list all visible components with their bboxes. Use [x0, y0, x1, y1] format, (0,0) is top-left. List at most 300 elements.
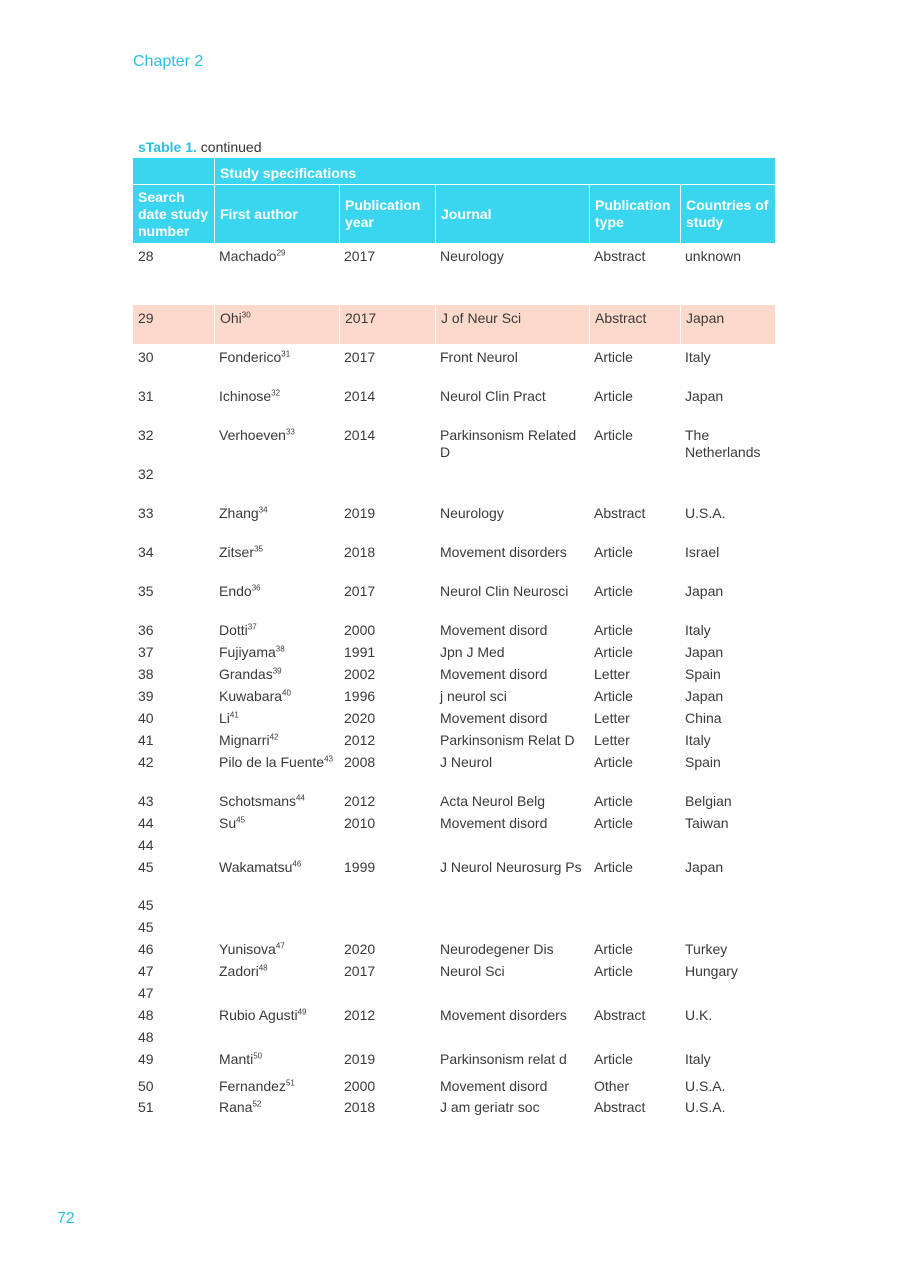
reference-superscript: 43: [324, 754, 333, 764]
cell-publication-type: [589, 461, 680, 500]
cell-country: [680, 578, 775, 617]
cell-first-author: [214, 1046, 339, 1073]
cell-journal-text: J of Neur Sci: [441, 310, 522, 326]
cell-country: [680, 936, 775, 958]
cell-first-author-text: Rana: [219, 1099, 253, 1115]
cell-country-text: Taiwan: [685, 815, 729, 831]
cell-journal-text: Parkinsonism Relat D: [440, 732, 575, 748]
cell-journal: [435, 749, 589, 788]
cell-country: [680, 661, 775, 683]
cell-country-text: Spain: [685, 754, 721, 770]
cell-search-number-text: 48: [138, 1029, 154, 1045]
cell-country-text: Japan: [685, 859, 724, 875]
cell-search-number: [133, 1094, 214, 1116]
cell-journal: [435, 892, 589, 914]
cell-publication-type-text: Article: [594, 815, 633, 831]
cell-search-number: [133, 1002, 214, 1024]
cell-publication-year-text: 2019: [344, 505, 376, 521]
cell-journal-text: Movement disord: [440, 1078, 548, 1094]
cell-publication-type-text: Article: [594, 688, 633, 704]
cell-publication-type-text: Article: [594, 793, 633, 809]
reference-superscript: 39: [272, 666, 282, 676]
cell-country: [680, 305, 775, 344]
cell-first-author: [214, 810, 339, 832]
cell-publication-type: [589, 1073, 680, 1094]
cell-publication-year-text: 2018: [344, 544, 376, 560]
cell-journal-text: Neurology: [440, 248, 504, 264]
cell-search-number: [133, 661, 214, 683]
cell-publication-type: [589, 958, 680, 980]
cell-publication-type: [589, 1002, 680, 1024]
cell-country-text: Japan: [685, 388, 724, 404]
cell-country: [680, 1046, 775, 1073]
reference-superscript: 33: [285, 427, 295, 437]
page-number: 72: [57, 1210, 75, 1227]
cell-publication-year: [339, 617, 435, 639]
cell-publication-year-text: 2008: [344, 754, 376, 770]
cell-journal: [435, 705, 589, 727]
cell-first-author: [214, 936, 339, 958]
cell-country-text: Hungary: [685, 963, 738, 979]
cell-first-author: [214, 243, 339, 305]
table-row-highlighted: [133, 305, 775, 344]
cell-search-number-text: 45: [138, 919, 154, 935]
cell-publication-type: [589, 936, 680, 958]
table-row: [133, 422, 775, 461]
cell-first-author-text: Kuwabara: [219, 688, 283, 704]
cell-first-author: [214, 500, 339, 539]
cell-publication-year: [339, 383, 435, 422]
table-row: [133, 727, 775, 749]
cell-country: [680, 1073, 775, 1094]
cell-search-number: [133, 383, 214, 422]
cell-publication-type-text: Article: [594, 544, 633, 560]
table-row: [133, 980, 775, 1002]
cell-publication-year: [339, 344, 435, 383]
cell-country-text: Japan: [685, 644, 724, 660]
table-row: [133, 639, 775, 661]
cell-first-author: [214, 383, 339, 422]
cell-publication-type-text: Abstract: [594, 1099, 646, 1115]
cell-first-author: [214, 1094, 339, 1116]
cell-journal-text: Movement disord: [440, 622, 548, 638]
cell-search-number-text: 45: [138, 897, 154, 913]
cell-journal-text: J Neurol Neurosurg Ps: [440, 859, 582, 875]
cell-search-number-text: 38: [138, 666, 154, 682]
cell-journal-text: Neurol Sci: [440, 963, 505, 979]
cell-first-author-text: Ohi: [220, 310, 242, 326]
cell-journal-text: Acta Neurol Belg: [440, 793, 546, 809]
table-row: [133, 1094, 775, 1116]
cell-country: [680, 383, 775, 422]
cell-publication-type: [589, 500, 680, 539]
cell-publication-type-text: Article: [594, 941, 633, 957]
reference-superscript: 46: [292, 859, 302, 869]
cell-first-author: [214, 461, 339, 500]
header-countries: Countries of study: [680, 185, 775, 243]
cell-journal: [435, 683, 589, 705]
cell-publication-type-text: Abstract: [594, 505, 646, 521]
cell-country: [680, 500, 775, 539]
cell-first-author: [214, 1002, 339, 1024]
header-first-author: First author: [214, 185, 339, 243]
cell-search-number-text: 34: [138, 544, 154, 560]
cell-country: [680, 1094, 775, 1116]
cell-journal: [435, 1094, 589, 1116]
cell-publication-type: [589, 422, 680, 461]
cell-search-number: [133, 832, 214, 854]
cell-first-author: [214, 1073, 339, 1094]
cell-search-number-text: 41: [138, 732, 154, 748]
cell-first-author-text: Verhoeven: [219, 427, 286, 443]
cell-country: [680, 683, 775, 705]
cell-first-author: [214, 539, 339, 578]
cell-country-text: Turkey: [685, 941, 728, 957]
cell-publication-type-text: Letter: [594, 732, 630, 748]
cell-search-number-text: 37: [138, 644, 154, 660]
cell-publication-type: [589, 1094, 680, 1116]
cell-country: [680, 539, 775, 578]
cell-publication-year: [339, 422, 435, 461]
header-search-number: Search date study number: [133, 185, 214, 243]
cell-publication-type-text: Article: [594, 388, 633, 404]
cell-publication-type: [589, 683, 680, 705]
cell-search-number: [133, 305, 214, 344]
table-row: [133, 344, 775, 383]
studies-table: [133, 158, 775, 1116]
cell-country: [680, 727, 775, 749]
cell-search-number: [133, 705, 214, 727]
table-row: [133, 578, 775, 617]
cell-publication-year: [339, 1094, 435, 1116]
cell-publication-type-text: Article: [594, 349, 633, 365]
cell-first-author: [214, 892, 339, 914]
cell-country: [680, 461, 775, 500]
cell-country-text: Israel: [685, 544, 720, 560]
cell-first-author-text: Fujiyama: [219, 644, 276, 660]
cell-journal: [435, 810, 589, 832]
cell-publication-type: [589, 344, 680, 383]
table-row: [133, 914, 775, 936]
cell-publication-type-text: Article: [594, 583, 633, 599]
cell-country-text: Spain: [685, 666, 721, 682]
cell-first-author: [214, 617, 339, 639]
table-row: [133, 683, 775, 705]
cell-journal: [435, 1024, 589, 1046]
cell-publication-year: [339, 914, 435, 936]
cell-publication-type-text: Abstract: [594, 1007, 646, 1023]
cell-first-author: [214, 705, 339, 727]
cell-country: [680, 980, 775, 1002]
cell-publication-year-text: 1996: [344, 688, 376, 704]
cell-journal: [435, 243, 589, 305]
cell-search-number: [133, 422, 214, 461]
reference-superscript: 44: [296, 793, 305, 803]
cell-publication-type: [589, 539, 680, 578]
cell-publication-year-text: 2012: [344, 732, 376, 748]
cell-journal-text: Jpn J Med: [440, 644, 505, 660]
cell-search-number: [133, 639, 214, 661]
cell-search-number: [133, 243, 214, 305]
cell-publication-year-text: 2017: [345, 310, 377, 326]
cell-first-author-text: Grandas: [219, 666, 273, 682]
cell-journal-text: J Neurol: [440, 754, 493, 770]
cell-first-author: [214, 344, 339, 383]
cell-journal: [435, 422, 589, 461]
cell-publication-year-text: 1999: [344, 859, 376, 875]
cell-first-author: [214, 914, 339, 936]
cell-journal-text: Neurology: [440, 505, 504, 521]
cell-first-author-text: Li: [219, 710, 230, 726]
table-row: [133, 1002, 775, 1024]
cell-publication-year: [339, 810, 435, 832]
cell-search-number-text: 45: [138, 859, 154, 875]
cell-publication-type: [589, 749, 680, 788]
cell-search-number-text: 36: [138, 622, 154, 638]
cell-search-number: [133, 980, 214, 1002]
table-row: [133, 461, 775, 500]
cell-publication-type-text: Article: [594, 1051, 633, 1067]
cell-publication-type-text: Article: [594, 963, 633, 979]
cell-first-author: [214, 305, 339, 344]
cell-first-author: [214, 661, 339, 683]
cell-journal: [435, 727, 589, 749]
cell-publication-year: [339, 683, 435, 705]
reference-superscript: 35: [254, 544, 263, 554]
cell-search-number-text: 29: [138, 310, 154, 326]
cell-country-text: China: [685, 710, 722, 726]
cell-country-text: U.K.: [685, 1007, 713, 1023]
cell-publication-type: [589, 661, 680, 683]
table-row: [133, 832, 775, 854]
table-row: [133, 810, 775, 832]
table-row: [133, 892, 775, 914]
cell-publication-type: [589, 243, 680, 305]
cell-publication-type: [589, 914, 680, 936]
cell-first-author: [214, 854, 339, 892]
cell-publication-type: [589, 305, 680, 344]
chapter-title: Chapter 2: [133, 53, 204, 70]
cell-publication-year: [339, 578, 435, 617]
cell-search-number-text: 32: [138, 466, 154, 482]
cell-search-number: [133, 539, 214, 578]
reference-superscript: 36: [251, 583, 261, 593]
cell-publication-type-text: Article: [594, 754, 633, 770]
cell-publication-year: [339, 1024, 435, 1046]
cell-publication-type: [589, 383, 680, 422]
cell-search-number: [133, 749, 214, 788]
cell-search-number-text: 35: [138, 583, 154, 599]
cell-journal: [435, 661, 589, 683]
reference-superscript: 34: [258, 505, 268, 515]
cell-publication-type: [589, 892, 680, 914]
cell-country-text: Belgian: [685, 793, 732, 809]
cell-search-number: [133, 810, 214, 832]
cell-first-author: [214, 788, 339, 810]
table-row: [133, 661, 775, 683]
cell-journal: [435, 958, 589, 980]
cell-search-number: [133, 727, 214, 749]
cell-publication-year: [339, 539, 435, 578]
cell-publication-year: [339, 461, 435, 500]
table-row: [133, 749, 775, 788]
cell-publication-type-text: Article: [594, 427, 633, 443]
cell-country-text: Italy: [685, 732, 711, 748]
cell-first-author-text: Fernandez: [219, 1078, 286, 1094]
reference-superscript: 47: [275, 941, 285, 951]
table-row: [133, 243, 775, 305]
cell-publication-type-text: Letter: [594, 666, 630, 682]
cell-journal: [435, 788, 589, 810]
cell-first-author: [214, 422, 339, 461]
reference-superscript: 51: [285, 1078, 295, 1088]
cell-country: [680, 705, 775, 727]
cell-publication-type: [589, 810, 680, 832]
cell-search-number-text: 47: [138, 963, 154, 979]
cell-publication-year-text: 2020: [344, 941, 376, 957]
cell-journal-text: Movement disord: [440, 710, 548, 726]
cell-search-number-text: 42: [138, 754, 154, 770]
cell-journal: [435, 1002, 589, 1024]
cell-first-author: [214, 727, 339, 749]
cell-first-author-text: Manti: [219, 1051, 254, 1067]
cell-search-number-text: 31: [138, 388, 154, 404]
cell-publication-year: [339, 788, 435, 810]
table-row: [133, 936, 775, 958]
cell-search-number: [133, 617, 214, 639]
cell-publication-year: [339, 1073, 435, 1094]
cell-first-author-text: Machado: [219, 248, 277, 264]
cell-first-author-text: Zadori: [219, 963, 259, 979]
cell-publication-type: [589, 832, 680, 854]
table-caption: [138, 139, 262, 155]
cell-publication-type-text: Abstract: [594, 248, 646, 264]
cell-publication-type: [589, 578, 680, 617]
cell-publication-year-text: 1991: [344, 644, 376, 660]
table-row: [133, 1046, 775, 1073]
cell-first-author: [214, 1024, 339, 1046]
table-row: [133, 788, 775, 810]
cell-publication-year: [339, 727, 435, 749]
table-caption-text: continued: [196, 139, 262, 155]
cell-journal: [435, 383, 589, 422]
cell-publication-year-text: 2012: [344, 1007, 376, 1023]
cell-search-number-text: 49: [138, 1051, 154, 1067]
cell-country-text: Italy: [685, 1051, 711, 1067]
cell-country-text: Japan: [685, 583, 724, 599]
cell-publication-year-text: 2017: [344, 963, 376, 979]
cell-search-number-text: 51: [138, 1099, 154, 1115]
cell-publication-year: [339, 305, 435, 344]
cell-search-number: [133, 683, 214, 705]
cell-publication-year: [339, 958, 435, 980]
table-group-header-row: [133, 158, 775, 184]
reference-superscript: 48: [258, 963, 268, 973]
cell-search-number: [133, 461, 214, 500]
cell-publication-year-text: 2019: [344, 1051, 376, 1067]
cell-first-author-text: Pilo de la Fuente: [219, 754, 325, 770]
cell-journal: [435, 305, 589, 344]
cell-search-number: [133, 344, 214, 383]
cell-country-text: Italy: [685, 349, 711, 365]
cell-first-author: [214, 980, 339, 1002]
cell-publication-year: [339, 980, 435, 1002]
cell-search-number-text: 39: [138, 688, 154, 704]
cell-first-author: [214, 639, 339, 661]
cell-country-text: Italy: [685, 622, 711, 638]
cell-journal-text: J am geriatr soc: [440, 1099, 540, 1115]
table-row: [133, 1073, 775, 1094]
header-publication-year: Publication year: [339, 185, 435, 243]
cell-journal-text: Parkinsonism Related D: [440, 427, 577, 460]
cell-first-author-text: Su: [219, 815, 237, 831]
cell-search-number-text: 28: [138, 248, 154, 264]
cell-country: [680, 788, 775, 810]
cell-country: [680, 914, 775, 936]
header-publication-type: Publication type: [589, 185, 680, 243]
cell-publication-year: [339, 500, 435, 539]
cell-search-number: [133, 500, 214, 539]
cell-search-number-text: 44: [138, 815, 154, 831]
reference-superscript: 45: [236, 815, 246, 825]
cell-journal: [435, 500, 589, 539]
cell-publication-year: [339, 832, 435, 854]
cell-search-number: [133, 788, 214, 810]
reference-superscript: 29: [276, 248, 286, 258]
cell-journal-text: Movement disorders: [440, 544, 567, 560]
cell-search-number-text: 44: [138, 837, 154, 853]
cell-publication-year: [339, 854, 435, 892]
reference-superscript: 30: [241, 310, 251, 320]
cell-search-number-text: 40: [138, 710, 154, 726]
cell-publication-year-text: 2000: [344, 1078, 376, 1094]
cell-publication-year-text: 2014: [344, 388, 376, 404]
reference-superscript: 38: [275, 644, 285, 654]
cell-country-text: U.S.A.: [685, 1078, 726, 1094]
cell-country: [680, 832, 775, 854]
cell-first-author-text: Fonderico: [219, 349, 282, 365]
cell-search-number-text: 48: [138, 1007, 154, 1023]
cell-first-author-text: Dotti: [219, 622, 248, 638]
reference-superscript: 50: [253, 1051, 263, 1061]
cell-search-number: [133, 1024, 214, 1046]
cell-search-number-text: 50: [138, 1078, 154, 1094]
cell-journal: [435, 344, 589, 383]
cell-country: [680, 639, 775, 661]
cell-journal: [435, 639, 589, 661]
cell-journal-text: Neurodegener Dis: [440, 941, 554, 957]
cell-journal: [435, 617, 589, 639]
cell-first-author: [214, 832, 339, 854]
cell-country-text: U.S.A.: [685, 1099, 726, 1115]
cell-country-text: Japan: [685, 688, 724, 704]
cell-publication-year-text: 2020: [344, 710, 376, 726]
cell-first-author: [214, 958, 339, 980]
cell-first-author-text: Wakamatsu: [219, 859, 293, 875]
cell-publication-type: [589, 727, 680, 749]
cell-first-author-text: Zitser: [219, 544, 254, 560]
cell-publication-year: [339, 1002, 435, 1024]
cell-publication-year-text: 2017: [344, 349, 376, 365]
cell-publication-year-text: 2017: [344, 248, 376, 264]
cell-publication-type: [589, 980, 680, 1002]
cell-publication-year: [339, 639, 435, 661]
cell-publication-year-text: 2002: [344, 666, 376, 682]
cell-journal: [435, 936, 589, 958]
header-journal: Journal: [435, 185, 589, 243]
cell-first-author-text: Yunisova: [219, 941, 276, 957]
cell-first-author-text: Mignarri: [219, 732, 270, 748]
